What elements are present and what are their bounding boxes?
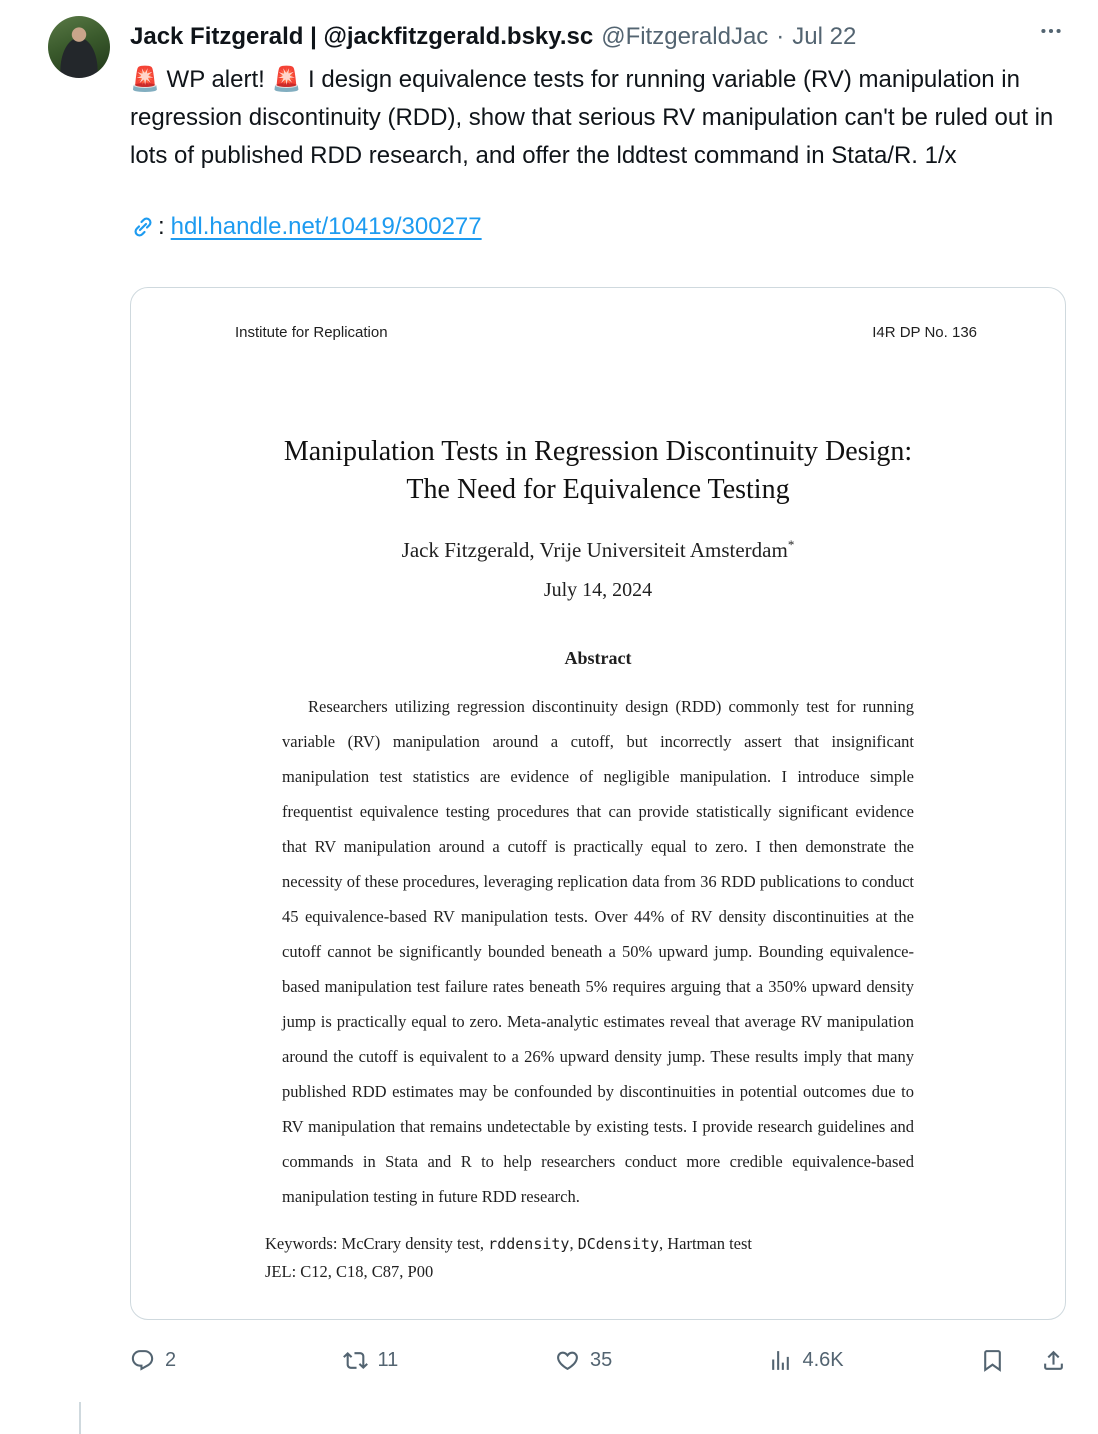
paper-institute: Institute for Replication	[235, 324, 388, 341]
more-button[interactable]	[1036, 16, 1066, 49]
abstract-text: Researchers utilizing regression discontinuity design (RDD) commonly test for running variable (RV) manipulation around a cutoff, but incorrectly assert that insignificant manipulation test statistics are evidence of negligible manipulation. I introduce simple frequentist equivalence testing procedures that can provide statistically significant evidence that RV manipulation around a cutoff is practically equal to zero. I then demonstrate the necessity of these procedures, leveraging replication data from 36 RDD publications to conduct 45 equivalence-based RV manipulation tests. Over 44% of RV density discontinuities at the cutoff cannot be significantly bounded beneath a 50% upward jump. Bounding equivalence-based manipulation test failure rates beneath 5% requires arguing that a 350% upward density jump is practically equal to zero. Meta-analytic estimates reveal that average RV manipulation around the cutoff is equivalent to a 26% upward density jump. These results imply that many published RDD estimates may be confounded by discontinuities in potential outcomes due to RV manipulation that remains undetectable by existing tests. I provide research guidelines and commands in Stata and R to help researchers conduct more credible equivalence-based manipulation testing in future RDD research.	[282, 697, 914, 1206]
thread-line	[79, 1402, 81, 1434]
paper-author	[131, 537, 1065, 563]
avatar[interactable]	[48, 16, 110, 78]
share-button[interactable]	[1041, 1348, 1066, 1373]
views-bar-chart-icon	[768, 1348, 793, 1373]
repost-count: 11	[377, 1349, 399, 1371]
author-footnote-marker: *	[787, 537, 795, 552]
reply-count: 2	[165, 1349, 177, 1371]
post-header	[130, 16, 1066, 53]
paper-keywords	[131, 1230, 1065, 1285]
paper-author-name: Jack Fitzgerald, Vrije Universiteit Amsterdam	[401, 538, 788, 562]
link-separator: :	[158, 213, 165, 240]
dot-separator: ·	[776, 23, 785, 50]
user-handle[interactable]: @FitzgeraldJac	[601, 23, 769, 50]
keyword-command-dcdensity: DCdensity	[577, 1235, 659, 1253]
bookmark-button[interactable]	[980, 1348, 1005, 1373]
paper-title	[131, 433, 1065, 509]
link-icon	[130, 214, 156, 240]
paper-card[interactable]	[130, 287, 1066, 1320]
action-bar-right	[980, 1348, 1066, 1373]
abstract-heading: Abstract	[564, 648, 632, 668]
paper-dp-number: I4R DP No. 136	[872, 324, 977, 341]
post-date[interactable]: Jul 22	[792, 23, 857, 50]
heart-icon	[555, 1348, 580, 1373]
paper-title-line2: The Need for Equivalence Testing	[406, 474, 790, 505]
post-text: 🚨 WP alert! 🚨 I design equivalence tests for running variable (RV) manipulation in regression discontinuity (RDD), show that serious RV manipulation can't be ruled out in lots of published RDD research, and offer the lddtest command in Stata/R. 1/x	[130, 66, 1054, 169]
paper-date: July 14, 2024	[543, 579, 653, 601]
paper-page	[131, 288, 1065, 1319]
views-button[interactable]	[768, 1348, 844, 1373]
post-link[interactable]: hdl.handle.net/10419/300277	[170, 213, 482, 240]
repost-button[interactable]	[343, 1348, 399, 1373]
repost-icon	[343, 1348, 368, 1373]
reply-button[interactable]	[130, 1348, 176, 1373]
like-button[interactable]	[555, 1348, 612, 1373]
keywords-line: Keywords: McCrary density test, rddensity, DCdensity, Hartman test	[265, 1234, 752, 1253]
link-row	[130, 211, 1066, 243]
like-count: 35	[590, 1349, 613, 1371]
view-count: 4.6K	[802, 1349, 844, 1371]
paper-page-header	[131, 324, 1065, 341]
share-icon	[1041, 1348, 1066, 1373]
action-bar	[130, 1348, 1066, 1373]
paper-title-line1: Manipulation Tests in Regression Discontinuity Design:	[283, 436, 913, 467]
bookmark-icon	[980, 1348, 1005, 1373]
keyword-command-rddensity: rddensity	[488, 1235, 570, 1253]
display-name[interactable]: Jack Fitzgerald | @jackfitzgerald.bsky.sc	[130, 23, 594, 50]
more-icon	[1038, 18, 1064, 47]
reply-icon	[130, 1348, 155, 1373]
paper-jel: JEL: C12, C18, C87, P00	[265, 1262, 434, 1281]
